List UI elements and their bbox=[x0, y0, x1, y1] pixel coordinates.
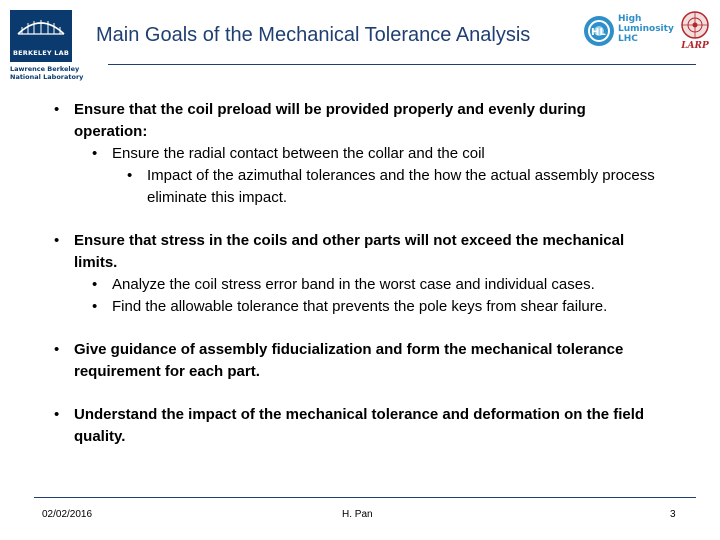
berkeley-lab-logo bbox=[10, 10, 88, 81]
bullet-marker: • bbox=[92, 298, 98, 315]
bullet-1-text: Ensure that the coil preload will be provided properly and evenly during operation: bbox=[74, 101, 586, 140]
hl-lhc-line-3: LHC bbox=[618, 34, 638, 44]
footer-divider bbox=[34, 497, 696, 498]
bullet-marker: • bbox=[54, 101, 60, 118]
bullet-marker: • bbox=[92, 276, 98, 293]
header-divider bbox=[108, 64, 696, 65]
berkeley-lab-subtitle-line-1: Lawrence Berkeley bbox=[10, 65, 80, 73]
bullet-1-sub-1-sub-1-text: Impact of the azimuthal tolerances and the how the actual assembly process eliminate this impact. bbox=[147, 167, 655, 206]
bullet-1-sub-1-sub-1 bbox=[127, 165, 687, 209]
bullet-2 bbox=[54, 230, 664, 274]
footer-author: H. Pan bbox=[342, 509, 373, 520]
bullet-marker: • bbox=[54, 406, 60, 423]
bullet-2-sub-1 bbox=[92, 274, 692, 296]
bullet-marker: • bbox=[127, 167, 133, 184]
hl-lhc-logo-text bbox=[618, 14, 674, 44]
larp-logo bbox=[676, 10, 714, 54]
berkeley-lab-logo-text: BERKELEY LAB bbox=[13, 49, 69, 57]
page-title: Main Goals of the Mechanical Tolerance Analysis bbox=[96, 24, 531, 46]
hl-lhc-line-2: Luminosity bbox=[618, 24, 674, 34]
bullet-3-text: Give guidance of assembly fiducialization and form the mechanical tolerance requirement for each part. bbox=[74, 341, 624, 380]
bullet-2-sub-1-text: Analyze the coil stress error band in the worst case and individual cases. bbox=[112, 276, 595, 293]
svg-text:HL: HL bbox=[591, 27, 606, 38]
bullet-marker: • bbox=[92, 145, 98, 162]
bullet-1-sub-1-text: Ensure the radial contact between the collar and the coil bbox=[112, 145, 485, 162]
bullet-2-sub-2 bbox=[92, 296, 702, 318]
bullet-marker: • bbox=[54, 232, 60, 249]
bullet-4-text: Understand the impact of the mechanical tolerance and deformation on the field quality. bbox=[74, 406, 645, 445]
footer-date: 02/02/2016 bbox=[42, 509, 93, 520]
bullet-1 bbox=[54, 99, 634, 143]
bullet-2-sub-2-text: Find the allowable tolerance that prevents the pole keys from shear failure. bbox=[112, 298, 608, 315]
hl-lhc-line-1: High bbox=[618, 14, 642, 24]
footer-page-number: 3 bbox=[670, 509, 676, 520]
hl-lhc-logo bbox=[582, 12, 674, 52]
berkeley-lab-subtitle bbox=[10, 65, 88, 81]
berkeley-lab-emblem bbox=[10, 10, 72, 62]
bullet-2-text: Ensure that stress in the coils and other parts will not exceed the mechanical limits. bbox=[74, 232, 625, 271]
larp-logo-text: LARP bbox=[681, 41, 709, 51]
berkeley-lab-subtitle-line-2: National Laboratory bbox=[10, 73, 84, 81]
bullet-4 bbox=[54, 404, 664, 448]
hl-lhc-circle-icon bbox=[582, 12, 618, 50]
bullet-1-sub-1 bbox=[92, 143, 672, 165]
bullet-marker: • bbox=[54, 341, 60, 358]
berkeley-lab-building-icon bbox=[16, 16, 66, 36]
bullet-3 bbox=[54, 339, 664, 383]
larp-emblem-icon bbox=[676, 10, 714, 42]
